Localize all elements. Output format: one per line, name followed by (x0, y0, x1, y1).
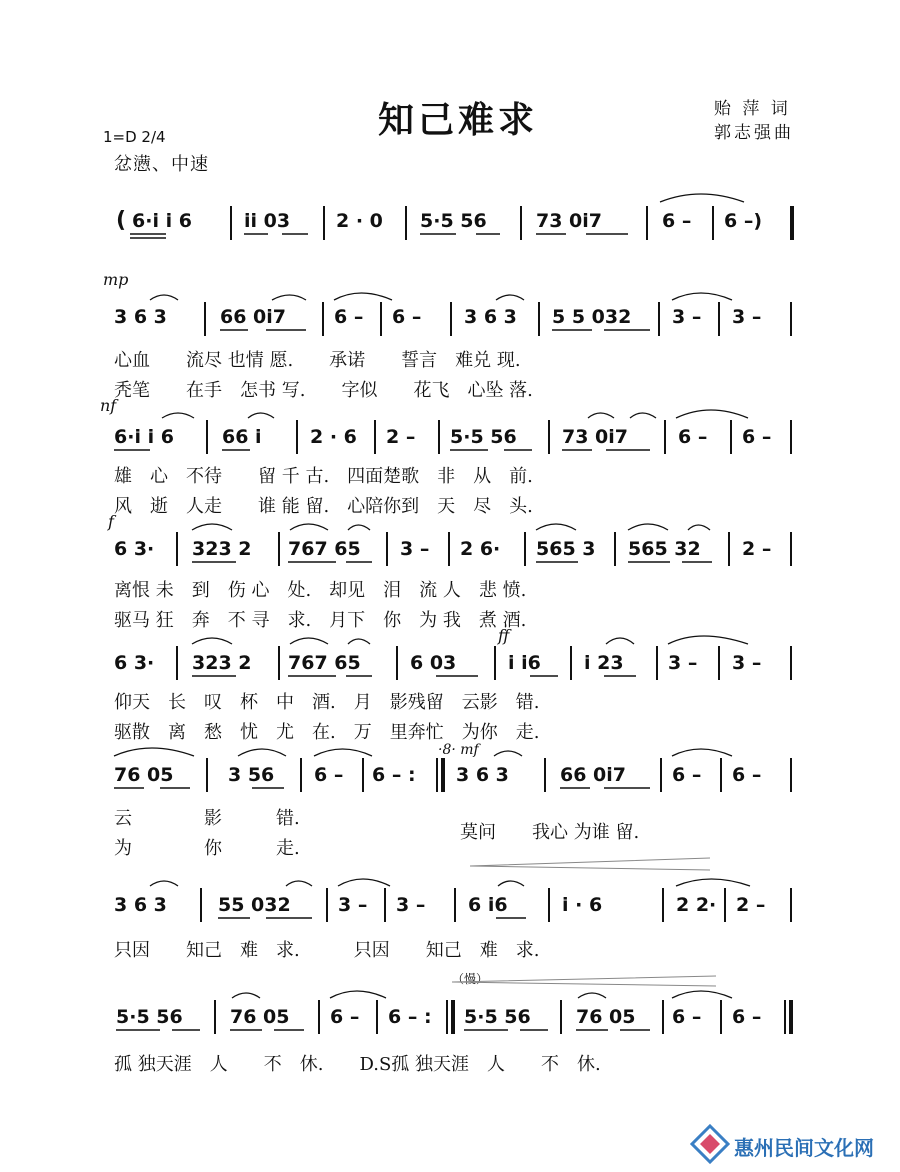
barline (524, 532, 526, 566)
notes-line-5-m4: 6 03 (410, 652, 457, 674)
notes-line-3-m4: 2 – (386, 426, 416, 448)
key-signature: 1=D 2/4 (103, 128, 166, 146)
repeat-barline (446, 1000, 448, 1034)
repeat-barline (436, 758, 438, 792)
notes-line-4-m6: 565 3 (536, 538, 596, 560)
notes-line-6-m8: 6 – (732, 764, 762, 786)
barline (362, 758, 364, 792)
lyrics-line-3-verse-1: 雄 心 不待 留 千 古. 四面楚歌 非 从 前. (114, 466, 533, 487)
lyricist-credit: 贻 萍 词 (714, 99, 791, 119)
notes-line-1-m2: 6·i i 6 (132, 210, 192, 232)
lyrics-line-6-verse-1: 云 影 错. (114, 808, 300, 829)
notes-line-8-m5: 5·5 56 (464, 1006, 531, 1028)
lyrics-line-4-verse-1: 离恨 未 到 伤 心 处. 却见 泪 流 人 悲 愤. (114, 580, 527, 601)
barline (790, 302, 792, 336)
notes-line-4-m5: 2 6· (460, 538, 501, 560)
notes-line-4-m2: 323 2 (192, 538, 252, 560)
notes-line-8-m7: 6 – (672, 1006, 702, 1028)
notes-line-2-m7: 3 – (672, 306, 702, 328)
final-barline (789, 1000, 793, 1034)
barline (405, 206, 407, 240)
barline (438, 420, 440, 454)
notes-line-1-m4: 2 · 0 (336, 210, 383, 232)
barline (720, 758, 722, 792)
notes-line-2-m6: 5 5 032 (552, 306, 632, 328)
barline (494, 646, 496, 680)
notes-line-4-m1: 6 3· (114, 538, 155, 560)
barline (548, 888, 550, 922)
notes-line-7-m3: 3 – (338, 894, 368, 916)
barline (790, 206, 794, 240)
notes-line-2-m5: 3 6 3 (464, 306, 517, 328)
notes-line-7-m8: 2 – (736, 894, 766, 916)
notes-line-1-m6: 73 0i7 (536, 210, 603, 232)
barline (376, 1000, 378, 1034)
composer-credit: 郭志强曲 (714, 123, 794, 143)
barline (386, 532, 388, 566)
song-title: 知己难求 (378, 100, 539, 141)
barline (646, 206, 648, 240)
barline (176, 532, 178, 566)
barline (323, 206, 325, 240)
barline (200, 888, 202, 922)
dynamic-f: f (108, 512, 114, 531)
barline (728, 532, 730, 566)
barline (730, 420, 732, 454)
barline (790, 646, 792, 680)
barline (176, 646, 178, 680)
lyrics-line-5-verse-1: 仰天 长 叹 杯 中 酒. 月 影残留 云影 错. (114, 692, 540, 713)
notes-line-4-m4: 3 – (400, 538, 430, 560)
notes-line-8-m4: 6 – : (388, 1006, 432, 1028)
notes-line-8-m1: 5·5 56 (116, 1006, 183, 1028)
notes-line-4-m7: 565 32 (628, 538, 701, 560)
barline (724, 888, 726, 922)
tempo-marking: 忿懑、中速 (114, 154, 209, 175)
barline (206, 420, 208, 454)
lyrics-line-8: 孤 独天涯 人 不 休. D.S孤 独天涯 人 不 休. (114, 1054, 601, 1075)
notes-line-8-m6: 76 05 (576, 1006, 636, 1028)
lyrics-line-6-right: 莫问 我心 为谁 留. (460, 822, 640, 843)
notes-line-5-m5: i i6 (508, 652, 541, 674)
notes-line-8-m8: 6 – (732, 1006, 762, 1028)
barline (662, 888, 664, 922)
notes-line-2-m4: 6 – (392, 306, 422, 328)
notes-line-1-m8: 6 –) (724, 210, 763, 232)
notes-line-4-m8: 2 – (742, 538, 772, 560)
barline (322, 302, 324, 336)
barline (296, 420, 298, 454)
notes-line-2-m1: 3 6 3 (114, 306, 167, 328)
barline (278, 532, 280, 566)
notes-line-2-m8: 3 – (732, 306, 762, 328)
notes-line-6-m6: 66 0i7 (560, 764, 627, 786)
notes-line-7-m7: 2 2· (676, 894, 717, 916)
notes-line-2-m3: 6 – (334, 306, 364, 328)
barline (300, 758, 302, 792)
notes-line-6-m7: 6 – (672, 764, 702, 786)
notes-line-5-m6: i 23 (584, 652, 624, 674)
repeat-barline (451, 1000, 455, 1034)
barline (660, 758, 662, 792)
barline (326, 888, 328, 922)
barline (278, 646, 280, 680)
slow-marking: （慢） (452, 972, 489, 986)
dynamic-nf: nf (100, 396, 117, 415)
notes-line-5-m2: 323 2 (192, 652, 252, 674)
notes-line-7-m5: 6 i6 (468, 894, 508, 916)
barline (718, 302, 720, 336)
notes-line-7-m1: 3 6 3 (114, 894, 167, 916)
notes-line-3-m7: 6 – (678, 426, 708, 448)
barline (560, 1000, 562, 1034)
barline (790, 888, 792, 922)
final-barline (784, 1000, 786, 1034)
notes-line-3-m5: 5·5 56 (450, 426, 517, 448)
barline (384, 888, 386, 922)
barline (538, 302, 540, 336)
lyrics-line-2-verse-2: 秃笔 在手 怎书 写. 字似 花飞 心坠 落. (114, 380, 533, 401)
barline (544, 758, 546, 792)
notes-line-7-m6: i · 6 (562, 894, 603, 916)
barline (206, 758, 208, 792)
notes-line-3-m6: 73 0i7 (562, 426, 629, 448)
notes-line-3-m2: 66 i (222, 426, 262, 448)
barline (520, 206, 522, 240)
site-logo-icon (690, 1124, 730, 1164)
barline (448, 532, 450, 566)
barline (318, 1000, 320, 1034)
barline (790, 758, 792, 792)
repeat-barline (441, 758, 445, 792)
barline (230, 206, 232, 240)
barline (656, 646, 658, 680)
segno-mf: ·8· mf (438, 742, 479, 758)
barline (204, 302, 206, 336)
notes-line-8-m3: 6 – (330, 1006, 360, 1028)
lyrics-line-4-verse-2: 驱马 狂 奔 不 寻 求. 月下 你 为 我 煮 酒. (114, 610, 527, 631)
barline (664, 420, 666, 454)
notes-line-5-m8: 3 – (732, 652, 762, 674)
lyrics-line-6-verse-2: 为 你 走. (114, 838, 300, 859)
notes-line-6-m4: 6 – : (372, 764, 416, 786)
notes-line-1-m1: ( (116, 208, 127, 233)
site-watermark: 惠州民间文化网 (734, 1136, 874, 1160)
barline (454, 888, 456, 922)
notes-line-5-m1: 6 3· (114, 652, 155, 674)
barline (718, 646, 720, 680)
notes-line-1-m3: ii 03 (244, 210, 291, 232)
notes-line-1-m5: 5·5 56 (420, 210, 487, 232)
barline (548, 420, 550, 454)
barline (614, 532, 616, 566)
notes-line-6-m2: 3 56 (228, 764, 275, 786)
notes-line-5-m3: 767 65 (288, 652, 361, 674)
barline (450, 302, 452, 336)
lyrics-line-7: 只因 知己 难 求. 只因 知己 难 求. (114, 940, 540, 961)
notes-line-7-m2: 55 032 (218, 894, 291, 916)
notes-line-2-m2: 66 0i7 (220, 306, 287, 328)
barline (720, 1000, 722, 1034)
barline (396, 646, 398, 680)
notes-line-8-m2: 76 05 (230, 1006, 290, 1028)
lyrics-line-3-verse-2: 风 逝 人走 谁 能 留. 心陪你到 天 尽 头. (114, 496, 533, 517)
notes-line-3-m1: 6·i i 6 (114, 426, 174, 448)
notes-line-1-m7: 6 – (662, 210, 692, 232)
barline (712, 206, 714, 240)
notes-line-6-m3: 6 – (314, 764, 344, 786)
barline (790, 420, 792, 454)
barline (374, 420, 376, 454)
notes-line-7-m4: 3 – (396, 894, 426, 916)
lyrics-line-2-verse-1: 心血 流尽 也情 愿. 承诺 誓言 难兑 现. (114, 350, 521, 371)
dynamic-mp: mp (103, 270, 129, 289)
notes-line-5-m7: 3 – (668, 652, 698, 674)
notes-line-6-m5: 3 6 3 (456, 764, 509, 786)
barline (658, 302, 660, 336)
dynamic-ff: ff (498, 626, 510, 645)
barline (570, 646, 572, 680)
barline (214, 1000, 216, 1034)
notes-line-6-m1: 76 05 (114, 764, 174, 786)
notes-line-3-m8: 6 – (742, 426, 772, 448)
barline (790, 532, 792, 566)
notes-line-3-m3: 2 · 6 (310, 426, 357, 448)
barline (662, 1000, 664, 1034)
notes-line-4-m3: 767 65 (288, 538, 361, 560)
hairpins (452, 858, 716, 986)
barline (380, 302, 382, 336)
lyrics-line-5-verse-2: 驱散 离 愁 忧 尤 在. 万 里奔忙 为你 走. (114, 722, 540, 743)
